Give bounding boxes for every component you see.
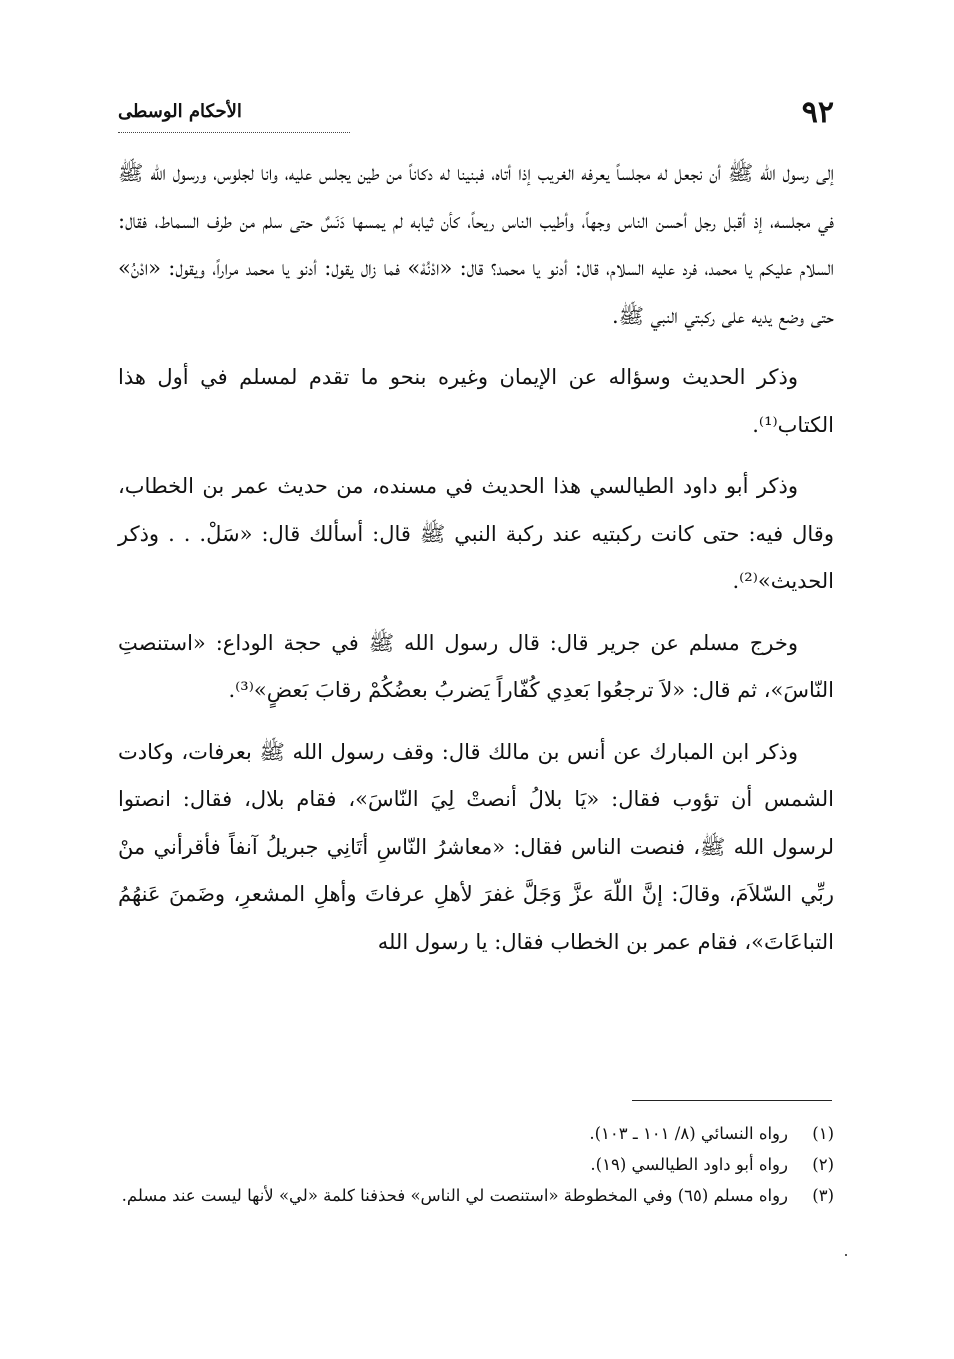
paragraph-tayalisi: وذكر أبو داود الطيالسي هذا الحديث في مسنده، من حديث عمر بن الخطاب، وقال فيه: حتى كانت ركبتيه عند ركبة النبي ﷺ قال: أسألك قال: «سَلْ. . . وذكر الحديث»⁽²⁾.: [118, 474, 834, 593]
footnote-text: رواه أبو داود الطيالسي (١٩).: [590, 1155, 788, 1174]
paragraph-iman-reference: وذكر الحديث وسؤاله عن الإيمان وغيره بنحو ما تقدم لمسلم في أول هذا الكتاب⁽¹⁾.: [118, 365, 834, 437]
footnote-number: (١): [812, 1124, 834, 1143]
paragraph-hadith-narration: إلى رسول الله ﷺ أن نجعل له مجلساً يعرفه الغريب إذا أتاه، فبنينا له دكاناً من طين يجلس عليه، وانا لجلوس، ورسول الله ﷺ في مجلسه، إذ أقبل رجل أحسن الناس وجهاً، وأطيب الناس ريحاً، كأن ثيابه لم يمسها دَنَسٌ حتى سلم من طرف السماط، فقال: السلام عليكم يا محمد، فرد عليه السلام، قال: أدنو يا محمد؟ قال: «ادْنُهْ» فما زال يقول: أدنو يا محمد مراراً، ويقول: «ادْنُ» حتى وضع يديه على ركبتي النبي ﷺ.: [118, 161, 834, 328]
footnote-item: [118, 1180, 834, 1211]
footnote-number: (٣): [812, 1186, 834, 1205]
paragraph-ibn-mubarak: وذكر ابن المبارك عن أنس بن مالك قال: وقف رسول الله ﷺ بعرفات، وكادت الشمس أن تؤوب فقال: «يَا بلالُ أنصتْ لِيَ النّاسَ»، فقام بلال، فقال: انصتوا لرسول الله ﷺ، فنصت الناس فقال: «معاشرُ النّاسِ أتَانِي جبريلُ آنفاً فأقرأني منْ ربِّي السّلاَمَ، وقالَ: إنَّ اللّهَ عزَّ وَجَلَّ غفرَ لأهلِ عرفاتَ وأهلِ المشعرِ، وضَمنَ عَنهُمُ التباعَاتَ»، فقام عمر بن الخطاب فقال: يا رسول الله: [118, 739, 834, 954]
running-title: الأحكام الوسطى: [118, 101, 242, 122]
footnote-text: رواه مسلم (٦٥) وفي المخطوطة «استنصت لي الناس» فحذفنا كلمة «لي» لأنها ليست عند مسلم.: [121, 1186, 788, 1205]
footnote-text: رواه النسائي (٨/ ١٠١ ـ ١٠٣).: [589, 1124, 788, 1143]
scan-speck: [845, 1254, 847, 1256]
main-text: [118, 150, 834, 980]
footnote-number: (٢): [812, 1155, 834, 1174]
footnote-divider: [632, 1100, 832, 1101]
page-number: ٩٢: [801, 95, 834, 130]
header-divider: [118, 132, 350, 133]
paragraph-jarir: وخرج مسلم عن جرير قال: قال رسول الله ﷺ في حجة الوداع: «استنصتِ النّاسَ»، ثم قال: «لاَ ترجعُوا بَعدِي كُفّاراً يَضربُ بعضُكُمْ رقابَ بَعضٍ»⁽³⁾.: [118, 630, 834, 702]
footnote-item: [118, 1149, 834, 1180]
footnote-item: [118, 1118, 834, 1149]
page-header: [118, 96, 834, 130]
footnotes: [118, 1118, 834, 1211]
